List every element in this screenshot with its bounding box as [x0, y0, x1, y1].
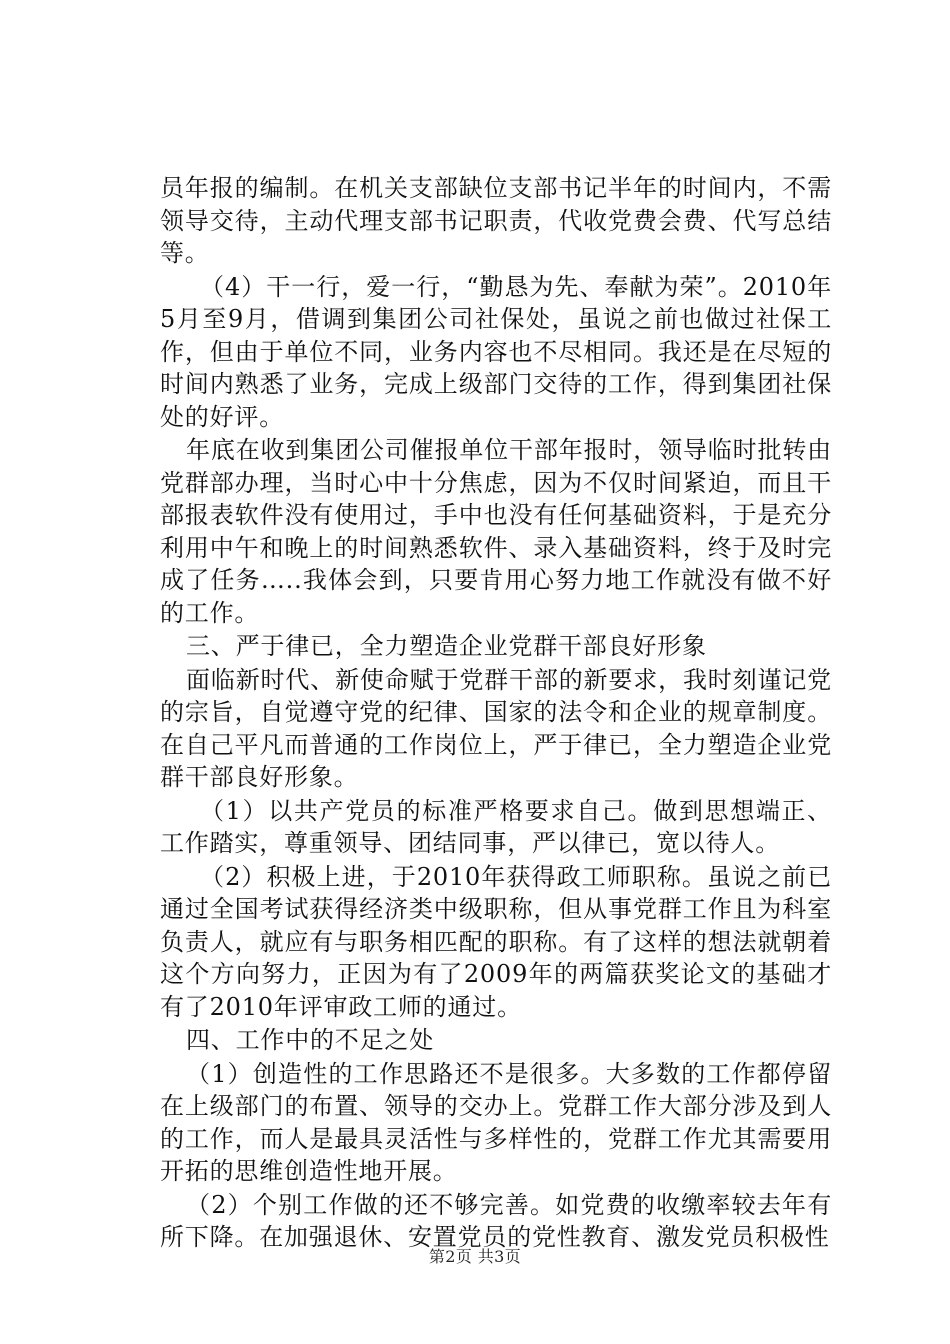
section-heading-4: 四、工作中的不足之处: [186, 1026, 434, 1054]
paragraph-section-3-item-1: （1）以共产党员的标准严格要求自己。做到思想端正、工作踏实，尊重领导、团结同事，严以律已，宽以待人。: [160, 796, 832, 857]
paragraph-year-end: 年底在收到集团公司催报单位干部年报时，领导临时批转由党群部办理，当时心中十分焦虑，因为不仅时间紧迫，而且干部报表软件没有使用过，手中也没有任何基础资料，于是充分利用中午和晚上的时间熟悉软件、录入基础资料，终于及时完成了任务…..我体会到，只要肯用心努力地工作就没有做不好的工作。: [160, 436, 832, 627]
paragraph-section-3-item-2: （2）积极上进，于2010年获得政工师职称。虽说之前已通过全国考试获得经济类中级职称，但从事党群工作且为科室负责人，就应有与职务相匹配的职称。有了这样的想法就朝着这个方向努力，正因为有了2009年的两篇获奖论文的基础才有了2010年评审政工师的通过。: [160, 862, 832, 1021]
paragraph-section-3-intro: 面临新时代、新使命赋于党群干部的新要求，我时刻谨记党的宗旨，自觉遵守党的纪律、国家的法令和企业的规章制度。在自己平凡而普通的工作岗位上，严于律已，全力塑造企业党群干部良好形象。: [160, 665, 832, 791]
document-body: [160, 172, 832, 1254]
paragraph-item-4: （4）干一行，爱一行，“勤恳为先、奉献为荣”。2010年5月至9月，借调到集团公司社保处，虽说之前也做过社保工作，但由于单位不同，业务内容也不尽相同。我还是在尽短的时间内熟悉了业务，完成上级部门交待的工作，得到集团社保处的好评。: [160, 272, 832, 431]
paragraph-section-4-item-2: （2）个别工作做的还不够完善。如党费的收缴率较去年有所下降。在加强退休、安置党员的党性教育、激发党员积极性: [160, 1190, 832, 1251]
paragraph-section-4-item-1: （1）创造性的工作思路还不是很多。大多数的工作都停留在上级部门的布置、领导的交办上。党群工作大部分涉及到人的工作，而人是最具灵活性与多样性的，党群工作尤其需要用开拓的思维创造性地开展。: [160, 1059, 832, 1185]
section-heading-3: 三、严于律已，全力塑造企业党群干部良好形象: [186, 632, 707, 660]
paragraph-continuation: 员年报的编制。在机关支部缺位支部书记半年的时间内，不需领导交待，主动代理支部书记职责，代收党费会费、代写总结等。: [160, 174, 832, 267]
page-number-footer: 第2页 共3页: [428, 1247, 522, 1266]
